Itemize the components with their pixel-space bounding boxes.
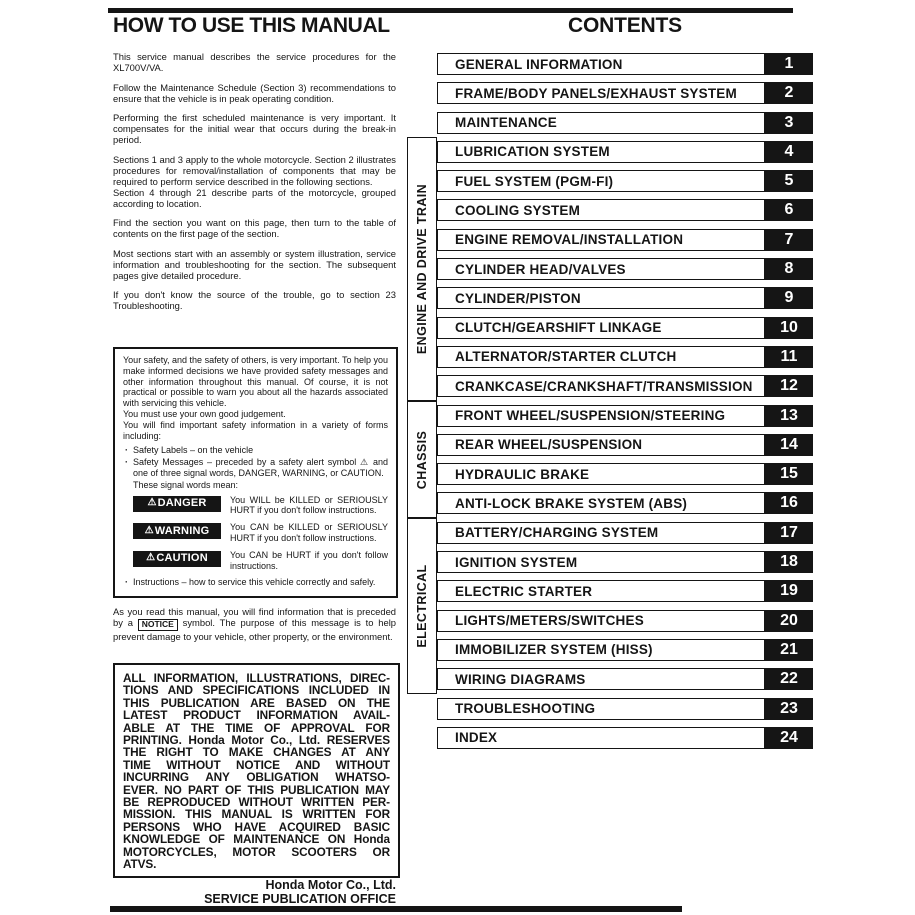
legal-line: THE RIGHT TO MAKE CHANGES AT ANY bbox=[123, 746, 390, 759]
contents-row bbox=[437, 141, 813, 163]
section-label: FRAME/BODY PANELS/EXHAUST SYSTEM bbox=[437, 82, 765, 104]
warning-badge bbox=[133, 523, 221, 539]
contents-row bbox=[437, 668, 813, 690]
section-label: TROUBLESHOOTING bbox=[437, 698, 765, 720]
safety-bullet-text: and one of three signal words, DANGER, WARNING, or CAUTION. bbox=[133, 457, 388, 478]
legal-notice-box bbox=[113, 663, 400, 878]
top-rule bbox=[108, 8, 793, 13]
section-number-badge: 10 bbox=[765, 317, 813, 339]
manual-paragraph: Find the section you want on this page, then turn to the table of contents on the first page of the section. bbox=[113, 217, 396, 239]
signal-word-label: DANGER bbox=[157, 497, 207, 510]
safety-bullet bbox=[123, 577, 388, 588]
safety-alert-icon: ⚠ bbox=[359, 457, 370, 468]
publisher-name: Honda Motor Co., Ltd. bbox=[265, 878, 396, 892]
group-label: CHASSIS bbox=[415, 430, 429, 489]
contents-row bbox=[437, 639, 813, 661]
safety-bullet-text: Instructions – how to service this vehicle correctly and safely. bbox=[133, 577, 376, 588]
section-number-badge: 16 bbox=[765, 492, 813, 514]
contents-row bbox=[437, 492, 813, 514]
section-label: GENERAL INFORMATION bbox=[437, 53, 765, 75]
section-number-badge: 20 bbox=[765, 610, 813, 632]
section-label: ENGINE REMOVAL/INSTALLATION bbox=[437, 229, 765, 251]
group-label: ENGINE AND DRIVE TRAIN bbox=[415, 184, 429, 355]
contents-row bbox=[437, 53, 813, 75]
section-number-badge: 15 bbox=[765, 463, 813, 485]
legal-line: BE REPRODUCED WITHOUT WRITTEN PER- bbox=[123, 796, 390, 809]
contents-row bbox=[437, 346, 813, 368]
section-number-badge: 17 bbox=[765, 522, 813, 544]
section-label: ALTERNATOR/STARTER CLUTCH bbox=[437, 346, 765, 368]
manual-paragraph: Sections 1 and 3 apply to the whole motorcycle. Section 2 illustrates procedures for removal/installation of components that may be required to perform service described in the following sections. bbox=[113, 153, 396, 187]
group-bracket bbox=[407, 137, 437, 401]
contents-title: CONTENTS bbox=[568, 14, 682, 37]
safety-intro: You will find important safety information in a variety of forms including: bbox=[123, 419, 388, 441]
section-label: HYDRAULIC BRAKE bbox=[437, 463, 765, 485]
safety-alert-icon: ⚠ bbox=[147, 497, 157, 509]
safety-bullet bbox=[123, 445, 388, 456]
notice-badge: NOTICE bbox=[138, 619, 178, 631]
contents-row bbox=[437, 434, 813, 456]
notice-paragraph bbox=[113, 606, 396, 642]
legal-line: THIS PUBLICATION ARE BASED ON THE bbox=[123, 696, 390, 710]
legal-line: MOTORCYCLES, MOTOR SCOOTERS OR bbox=[123, 845, 390, 859]
safety-intro: Your safety, and the safety of others, is very important. To help you make informed decisions we have provided safety messages and other information throughout this manual. Of course, it is not practical or possible to warn you about all the hazards associated with servicing this vehicle. bbox=[123, 355, 388, 409]
section-number-badge: 4 bbox=[765, 141, 813, 163]
footer-publisher bbox=[113, 879, 396, 906]
section-number-badge: 24 bbox=[765, 727, 813, 749]
section-label: LUBRICATION SYSTEM bbox=[437, 141, 765, 163]
safety-bullet bbox=[123, 457, 388, 479]
section-label: INDEX bbox=[437, 727, 765, 749]
contents-row bbox=[437, 698, 813, 720]
section-label: ANTI-LOCK BRAKE SYSTEM (ABS) bbox=[437, 492, 765, 514]
section-number-badge: 6 bbox=[765, 199, 813, 221]
section-number-badge: 18 bbox=[765, 551, 813, 573]
signal-words-table bbox=[133, 495, 388, 572]
contents-row bbox=[437, 112, 813, 134]
legal-line: PERSONS WHO HAVE ACQUIRED BASIC bbox=[123, 820, 390, 834]
legal-line: LATEST PRODUCT INFORMATION AVAIL- bbox=[123, 709, 390, 722]
notice-text: symbol. The purpose of this message is to help prevent damage to your vehicle, other property, or the environment. bbox=[113, 617, 397, 642]
section-number-badge: 19 bbox=[765, 580, 813, 602]
section-label: WIRING DIAGRAMS bbox=[437, 668, 765, 690]
contents-row bbox=[437, 405, 813, 427]
section-number-badge: 12 bbox=[765, 375, 813, 397]
section-number-badge: 11 bbox=[765, 346, 813, 368]
page-title: HOW TO USE THIS MANUAL bbox=[113, 14, 390, 37]
legal-line: KNOWLEDGE OF MAINTENANCE ON Honda bbox=[123, 833, 390, 846]
safety-box bbox=[113, 347, 398, 598]
manual-paragraph: This service manual describes the service procedures for the XL700V/VA. bbox=[113, 51, 396, 73]
contents-grid bbox=[407, 53, 813, 749]
signal-word-row bbox=[133, 522, 388, 544]
safety-bullet-text: Safety Messages – preceded by a safety alert symbol bbox=[133, 457, 357, 468]
legal-line: INCURRING ANY OBLIGATION WHATSO- bbox=[123, 771, 390, 784]
contents-row bbox=[437, 199, 813, 221]
section-label: CYLINDER HEAD/VALVES bbox=[437, 258, 765, 280]
contents-row bbox=[437, 258, 813, 280]
contents-row bbox=[437, 610, 813, 632]
contents-row bbox=[437, 287, 813, 309]
section-number-badge: 2 bbox=[765, 82, 813, 104]
signal-word-text: You CAN be KILLED or SERIOUSLY HURT if you don't follow instructions. bbox=[230, 522, 388, 543]
how-to-use-column bbox=[113, 14, 396, 320]
section-number-badge: 13 bbox=[765, 405, 813, 427]
manual-paragraph: Performing the first scheduled maintenance is very important. It compensates for the initial wear that occurs during the break-in period. bbox=[113, 112, 396, 145]
section-number-badge: 21 bbox=[765, 639, 813, 661]
contents-row bbox=[437, 727, 813, 749]
signal-words-intro: These signal words mean: bbox=[133, 479, 239, 490]
legal-line: TIME WITHOUT NOTICE AND WITHOUT bbox=[123, 758, 390, 772]
section-label: LIGHTS/METERS/SWITCHES bbox=[437, 610, 765, 632]
signal-word-text: You WILL be KILLED or SERIOUSLY HURT if you don't follow instructions. bbox=[230, 494, 388, 516]
legal-line: TIONS AND SPECIFICATIONS INCLUDED IN bbox=[123, 684, 390, 697]
section-number-badge: 22 bbox=[765, 668, 813, 690]
legal-line: MISSION. THIS MANUAL IS WRITTEN FOR bbox=[123, 808, 390, 821]
signal-word-row bbox=[133, 495, 388, 517]
bottom-rule bbox=[110, 906, 682, 912]
danger-badge bbox=[133, 496, 221, 512]
safety-alert-icon: ⚠ bbox=[144, 524, 154, 536]
section-number-badge: 23 bbox=[765, 698, 813, 720]
legal-text bbox=[123, 672, 390, 871]
legal-line: PRINTING. Honda Motor Co., Ltd. RESERVES bbox=[123, 734, 390, 747]
section-label: CLUTCH/GEARSHIFT LINKAGE bbox=[437, 317, 765, 339]
section-number-badge: 5 bbox=[765, 170, 813, 192]
section-number-badge: 3 bbox=[765, 112, 813, 134]
section-number-badge: 14 bbox=[765, 434, 813, 456]
section-label: CYLINDER/PISTON bbox=[437, 287, 765, 309]
safety-alert-icon: ⚠ bbox=[146, 552, 156, 564]
contents-row bbox=[437, 580, 813, 602]
legal-line: ATVS. bbox=[123, 858, 157, 871]
caution-badge bbox=[133, 551, 221, 567]
manual-paragraph: If you don't know the source of the trouble, go to section 23 Troubleshooting. bbox=[113, 289, 396, 311]
section-label: CRANKCASE/CRANKSHAFT/TRANSMISSION bbox=[437, 375, 765, 397]
section-number-badge: 7 bbox=[765, 229, 813, 251]
notice-text: As you read this manual, you will find information that is preceded by a bbox=[113, 606, 396, 628]
section-number-badge: 1 bbox=[765, 53, 813, 75]
manual-paragraph: Follow the Maintenance Schedule (Section 3) recommendations to ensure that the vehicle is in peak operating condition. bbox=[113, 81, 396, 104]
section-label: REAR WHEEL/SUSPENSION bbox=[437, 434, 765, 456]
legal-line: ABLE AT THE TIME OF APPROVAL FOR bbox=[123, 721, 390, 735]
safety-bullet-text: Safety Labels – on the vehicle bbox=[133, 445, 254, 456]
contents-row bbox=[437, 522, 813, 544]
group-bracket bbox=[407, 518, 437, 694]
section-label: FUEL SYSTEM (PGM-FI) bbox=[437, 170, 765, 192]
contents-row bbox=[437, 229, 813, 251]
contents-row bbox=[437, 317, 813, 339]
signal-word-label: WARNING bbox=[154, 524, 210, 537]
contents-row bbox=[437, 463, 813, 485]
section-label: COOLING SYSTEM bbox=[437, 199, 765, 221]
section-number-badge: 9 bbox=[765, 287, 813, 309]
manual-paragraph: Most sections start with an assembly or system illustration, service information and troubleshooting for the section. The subsequent pages give detailed procedure. bbox=[113, 247, 396, 281]
contents-row bbox=[437, 551, 813, 573]
group-bracket bbox=[407, 401, 437, 519]
legal-line: EVER. NO PART OF THIS PUBLICATION MAY bbox=[123, 783, 390, 797]
section-label: MAINTENANCE bbox=[437, 112, 765, 134]
signal-word-row bbox=[133, 550, 388, 572]
contents-row bbox=[437, 170, 813, 192]
legal-line: ALL INFORMATION, ILLUSTRATIONS, DIREC- bbox=[123, 672, 390, 685]
signal-word-label: CAUTION bbox=[156, 552, 208, 565]
section-number-badge: 8 bbox=[765, 258, 813, 280]
contents-row bbox=[437, 82, 813, 104]
contents-row bbox=[437, 375, 813, 397]
manual-paragraph: Section 4 through 21 describe parts of the motorcycle, grouped according to location. bbox=[113, 186, 396, 209]
group-label: ELECTRICAL bbox=[415, 564, 429, 648]
safety-intro: You must use your own good judgement. bbox=[123, 408, 286, 419]
signal-word-text: You CAN be HURT if you don't follow instructions. bbox=[230, 549, 388, 571]
section-label: ELECTRIC STARTER bbox=[437, 580, 765, 602]
section-label: FRONT WHEEL/SUSPENSION/STEERING bbox=[437, 405, 765, 427]
publisher-office: SERVICE PUBLICATION OFFICE bbox=[204, 891, 396, 906]
section-label: BATTERY/CHARGING SYSTEM bbox=[437, 522, 765, 544]
section-label: IGNITION SYSTEM bbox=[437, 551, 765, 573]
section-label: IMMOBILIZER SYSTEM (HISS) bbox=[437, 639, 765, 661]
